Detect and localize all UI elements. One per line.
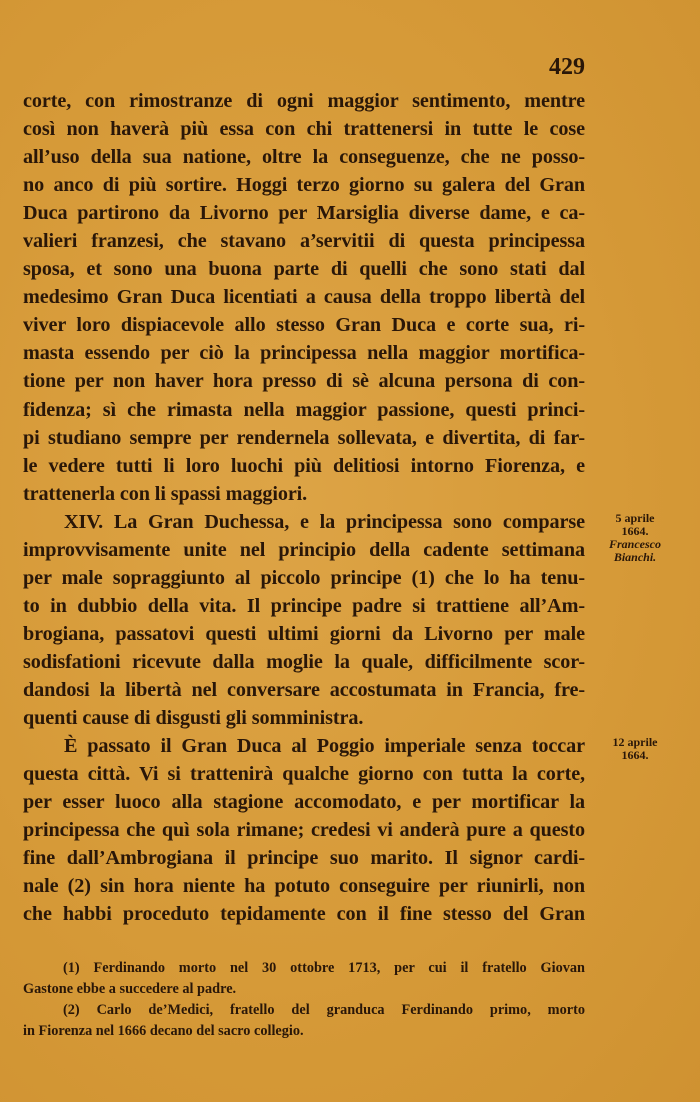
text-line: no anco di più sortire. Hoggi terzo giorno su galera del Gran xyxy=(23,174,585,197)
text-line: dandosi la libertà nel conversare accostumata in Francia, fre- xyxy=(23,678,585,701)
page-number: 429 xyxy=(549,54,585,80)
footnote-line: (2) Carlo de’Medici, fratello del granduca Ferdinando primo, morto xyxy=(63,1002,585,1018)
text-line: che habbi proceduto tepidamente con il fine stesso del Gran xyxy=(23,903,585,926)
footnote-line: Gastone ebbe a succedere al padre. xyxy=(23,981,237,997)
text-line: to in dubbio della vita. Il principe padre si trattiene all’Am- xyxy=(23,594,585,617)
margin-note-year: 1664. xyxy=(621,748,649,762)
margin-note-year: 1664. xyxy=(621,524,649,538)
text-line: sposa, et sono una buona parte di quelli che sono stati dal xyxy=(23,258,585,281)
text-line: fidenza; sì che rimasta nella maggior passione, questi princi- xyxy=(23,398,585,421)
text-line: corte, con rimostranze di ogni maggior sentimento, mentre xyxy=(23,90,585,112)
text-line: trattenerla con li spassi maggiori. xyxy=(23,482,308,505)
text-line: XIV. La Gran Duchessa, e la principessa sono comparse xyxy=(64,510,585,533)
text-line: quenti cause di disgusti gli somministra. xyxy=(23,707,364,730)
text-line: Duca partirono da Livorno per Marsiglia diverse dame, e ca- xyxy=(23,202,585,225)
footnote-line: (1) Ferdinando morto nel 30 ottobre 1713, per cui il fratello Giovan xyxy=(63,960,585,976)
text-line: pi studiano sempre per rendernela sollevata, e divertita, di far- xyxy=(23,426,585,449)
margin-note-date: 12 aprile xyxy=(612,735,658,749)
footnote-line: in Fiorenza nel 1666 decano del sacro collegio. xyxy=(23,1023,304,1039)
margin-note-5-april xyxy=(592,512,678,564)
text-line: fine dall’Ambrogiana il principe suo marito. Il signor cardi- xyxy=(23,847,585,870)
text-line: tione per non haver hora presso di sè alcuna persona di con- xyxy=(23,370,585,393)
margin-note-date: 5 aprile xyxy=(615,511,655,525)
margin-note-12-april xyxy=(592,736,678,762)
text-line: nale (2) sin hora niente ha potuto conseguire per riunirli, non xyxy=(23,875,585,898)
text-line: le vedere tutti li loro luochi più delitiosi intorno Fiorenza, e xyxy=(23,454,585,477)
text-line: valieri franzesi, che stavano a’servitii di questa principessa xyxy=(23,230,585,253)
text-line: masta essendo per ciò la principessa nella maggior mortifica- xyxy=(23,342,585,365)
text-line: all’uso della sua natione, oltre la conseguenze, che ne posso- xyxy=(23,146,585,169)
text-line: questa città. Vi si trattenirà qualche giorno con tutta la corte, xyxy=(23,763,585,786)
text-line: così non haverà più essa con chi trattenersi in tutte le cose xyxy=(23,118,585,141)
text-line: improvvisamente unite nel principio della cadente settimana xyxy=(23,538,585,561)
text-line: sodisfationi ricevute dalla moglie la quale, difficilmente scor- xyxy=(23,650,585,673)
text-line: È passato il Gran Duca al Poggio imperiale senza toccar xyxy=(64,735,585,758)
footnotes xyxy=(23,958,585,1042)
text-line: principessa che quì sola rimane; credesi vi anderà pure a questo xyxy=(23,819,585,842)
text-line: per male sopraggiunto al piccolo principe (1) che lo ha tenu- xyxy=(23,566,585,589)
text-line: medesimo Gran Duca licentiati a causa della troppo libertà del xyxy=(23,286,585,309)
text-line: brogiana, passatovi questi ultimi giorni da Livorno per male xyxy=(23,622,585,645)
margin-note-author: Francesco Bianchi. xyxy=(609,537,661,564)
text-line: viver loro dispiacevole allo stesso Gran Duca e corte sua, ri- xyxy=(23,314,585,337)
text-line: per esser luoco alla stagione accomodato, e per mortificar la xyxy=(23,791,585,814)
body-text xyxy=(23,87,585,928)
